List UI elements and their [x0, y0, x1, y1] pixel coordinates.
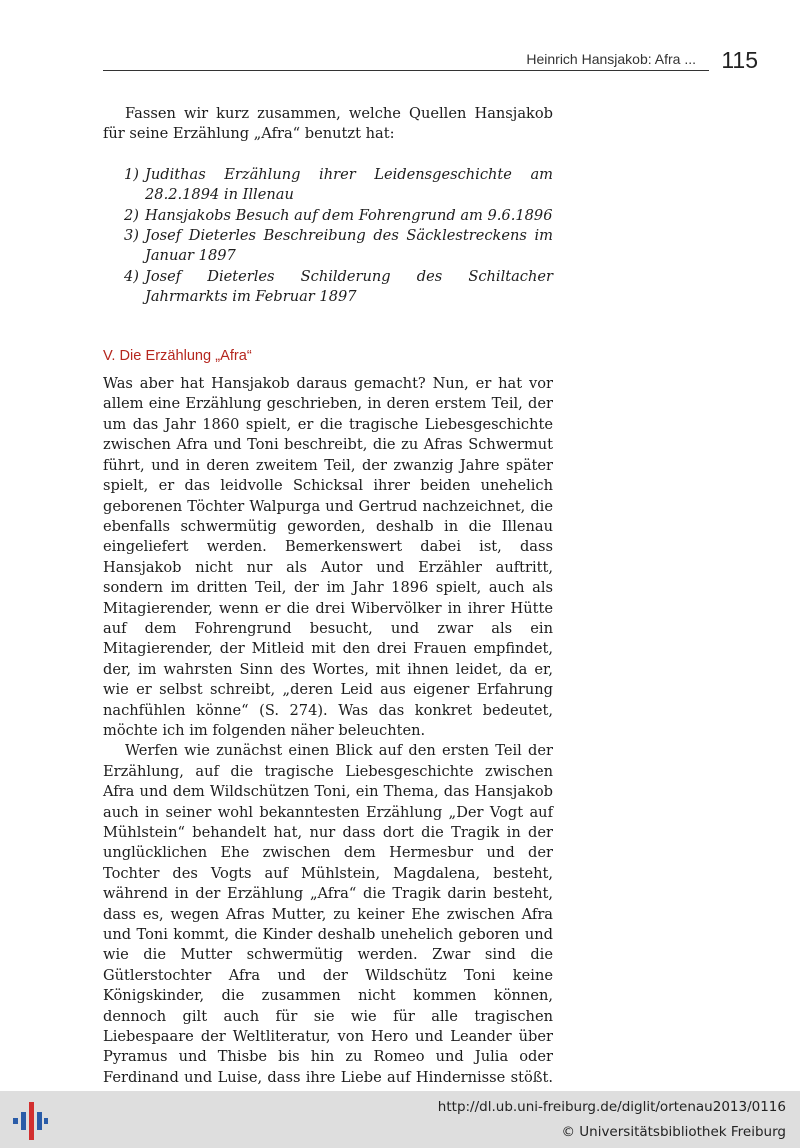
intro-paragraph: Fassen wir kurz zusammen, welche Quellen Hansjakob für seine Erzählung „Afra“ benutzt hat:	[103, 105, 553, 143]
source-item	[103, 165, 553, 206]
source-text: Judithas Erzählung ihrer Leidensgeschichte am 28.2.1894 in Illenau	[145, 165, 553, 204]
header-rule	[103, 70, 709, 71]
page-body	[103, 104, 553, 1109]
source-item	[103, 267, 553, 308]
source-item	[103, 206, 553, 226]
source-item	[103, 226, 553, 267]
body-paragraph: Was aber hat Hansjakob daraus gemacht? Nun, er hat vor allem eine Erzählung geschrieben, in deren erstem Teil, der um das Jahr 1860 spielt, er die tragische Liebesgeschichte zwischen Afra und Toni beschreibt, die zu Afras Schwermut führt, und in deren zweitem Teil, der zwanzig Jahre später spielt, er das leidvolle Schicksal ihrer beiden unehelich geborenen Töchter Walpurga und Gertrud nachzeichnet, die ebenfalls schwermütig geworden, deshalb in die Illenau eingeliefert werden. Bemerkenswert dabei ist, dass Hansjakob nicht nur als Autor und Erzähler auftritt, sondern im dritten Teil, der im Jahr 1896 spielt, auch als Mitagierender, wenn er die drei Wibervölker in ihrer Hütte auf dem Fohrengrund besucht, und zwar als ein Mitagierender, der Mitleid mit den drei Frauen empfindet, der, im wahrsten Sinn des Wortes, mit ihnen leidet, da er, wie er selbst schreibt, „deren Leid aus eigener Erfahrung nachfühlen könne“ (S. 274). Was das konkret bedeutet, möchte ich im folgenden näher beleuchten.	[103, 375, 553, 739]
permalink-link[interactable]: http://dl.ub.uni-freiburg.de/diglit/ortenau2013/0116	[437, 1099, 786, 1115]
section-heading: V. Die Erzählung „Afra“	[103, 347, 252, 364]
source-list	[103, 165, 553, 308]
source-text: Hansjakobs Besuch auf dem Fohrengrund am 9.6.1896	[145, 206, 553, 224]
library-logo-icon	[12, 1101, 48, 1141]
body-paragraph: Werfen wie zunächst einen Blick auf den ersten Teil der Erzählung, auf die tragische Liebesgeschichte zwischen Afra und dem Wildschützen Toni, ein Thema, das Hansjakob auch in seiner wohl bekanntesten Erzählung „Der Vogt auf Mühlstein“ behandelt hat, nur dass dort die Tragik in der unglücklichen Ehe zwischen dem Hermesbur und der Tochter des Vogts auf Mühlstein, Magdalena, besteht, während in der Erzählung „Afra“ die Tragik darin besteht, dass es, wegen Afras Mutter, zu keiner Ehe zwischen Afra und Toni kommt, die Kinder deshalb unehelich geboren und wie die Mutter schwermütig werden. Zwar sind die Gütlerstochter Afra und der Wildschütz Toni keine Königskinder, die zusammen nicht kommen können, dennoch gilt auch für sie wie für alle tragischen Liebespaare der Weltliteratur, von Hero und Leander über Pyramus und Thisbe bis hin zu Romeo und Julia oder Ferdinand und Luise, dass ihre Liebe auf Hindernisse stößt.	[103, 742, 553, 1086]
source-number: 3)	[124, 227, 139, 245]
source-text: Josef Dieterles Schilderung des Schiltacher Jahrmarkts im Februar 1897	[145, 267, 553, 306]
source-number: 2)	[124, 206, 139, 224]
source-text: Josef Dieterles Beschreibung des Säcklestreckens im Januar 1897	[145, 227, 553, 265]
source-number: 1)	[124, 165, 139, 183]
page-number: 115	[721, 47, 758, 73]
copyright-notice: © Universitätsbibliothek Freiburg	[561, 1124, 786, 1140]
source-number: 4)	[124, 267, 139, 285]
page-footer	[0, 1091, 800, 1148]
running-title: Heinrich Hansjakob: Afra ...	[526, 51, 696, 67]
